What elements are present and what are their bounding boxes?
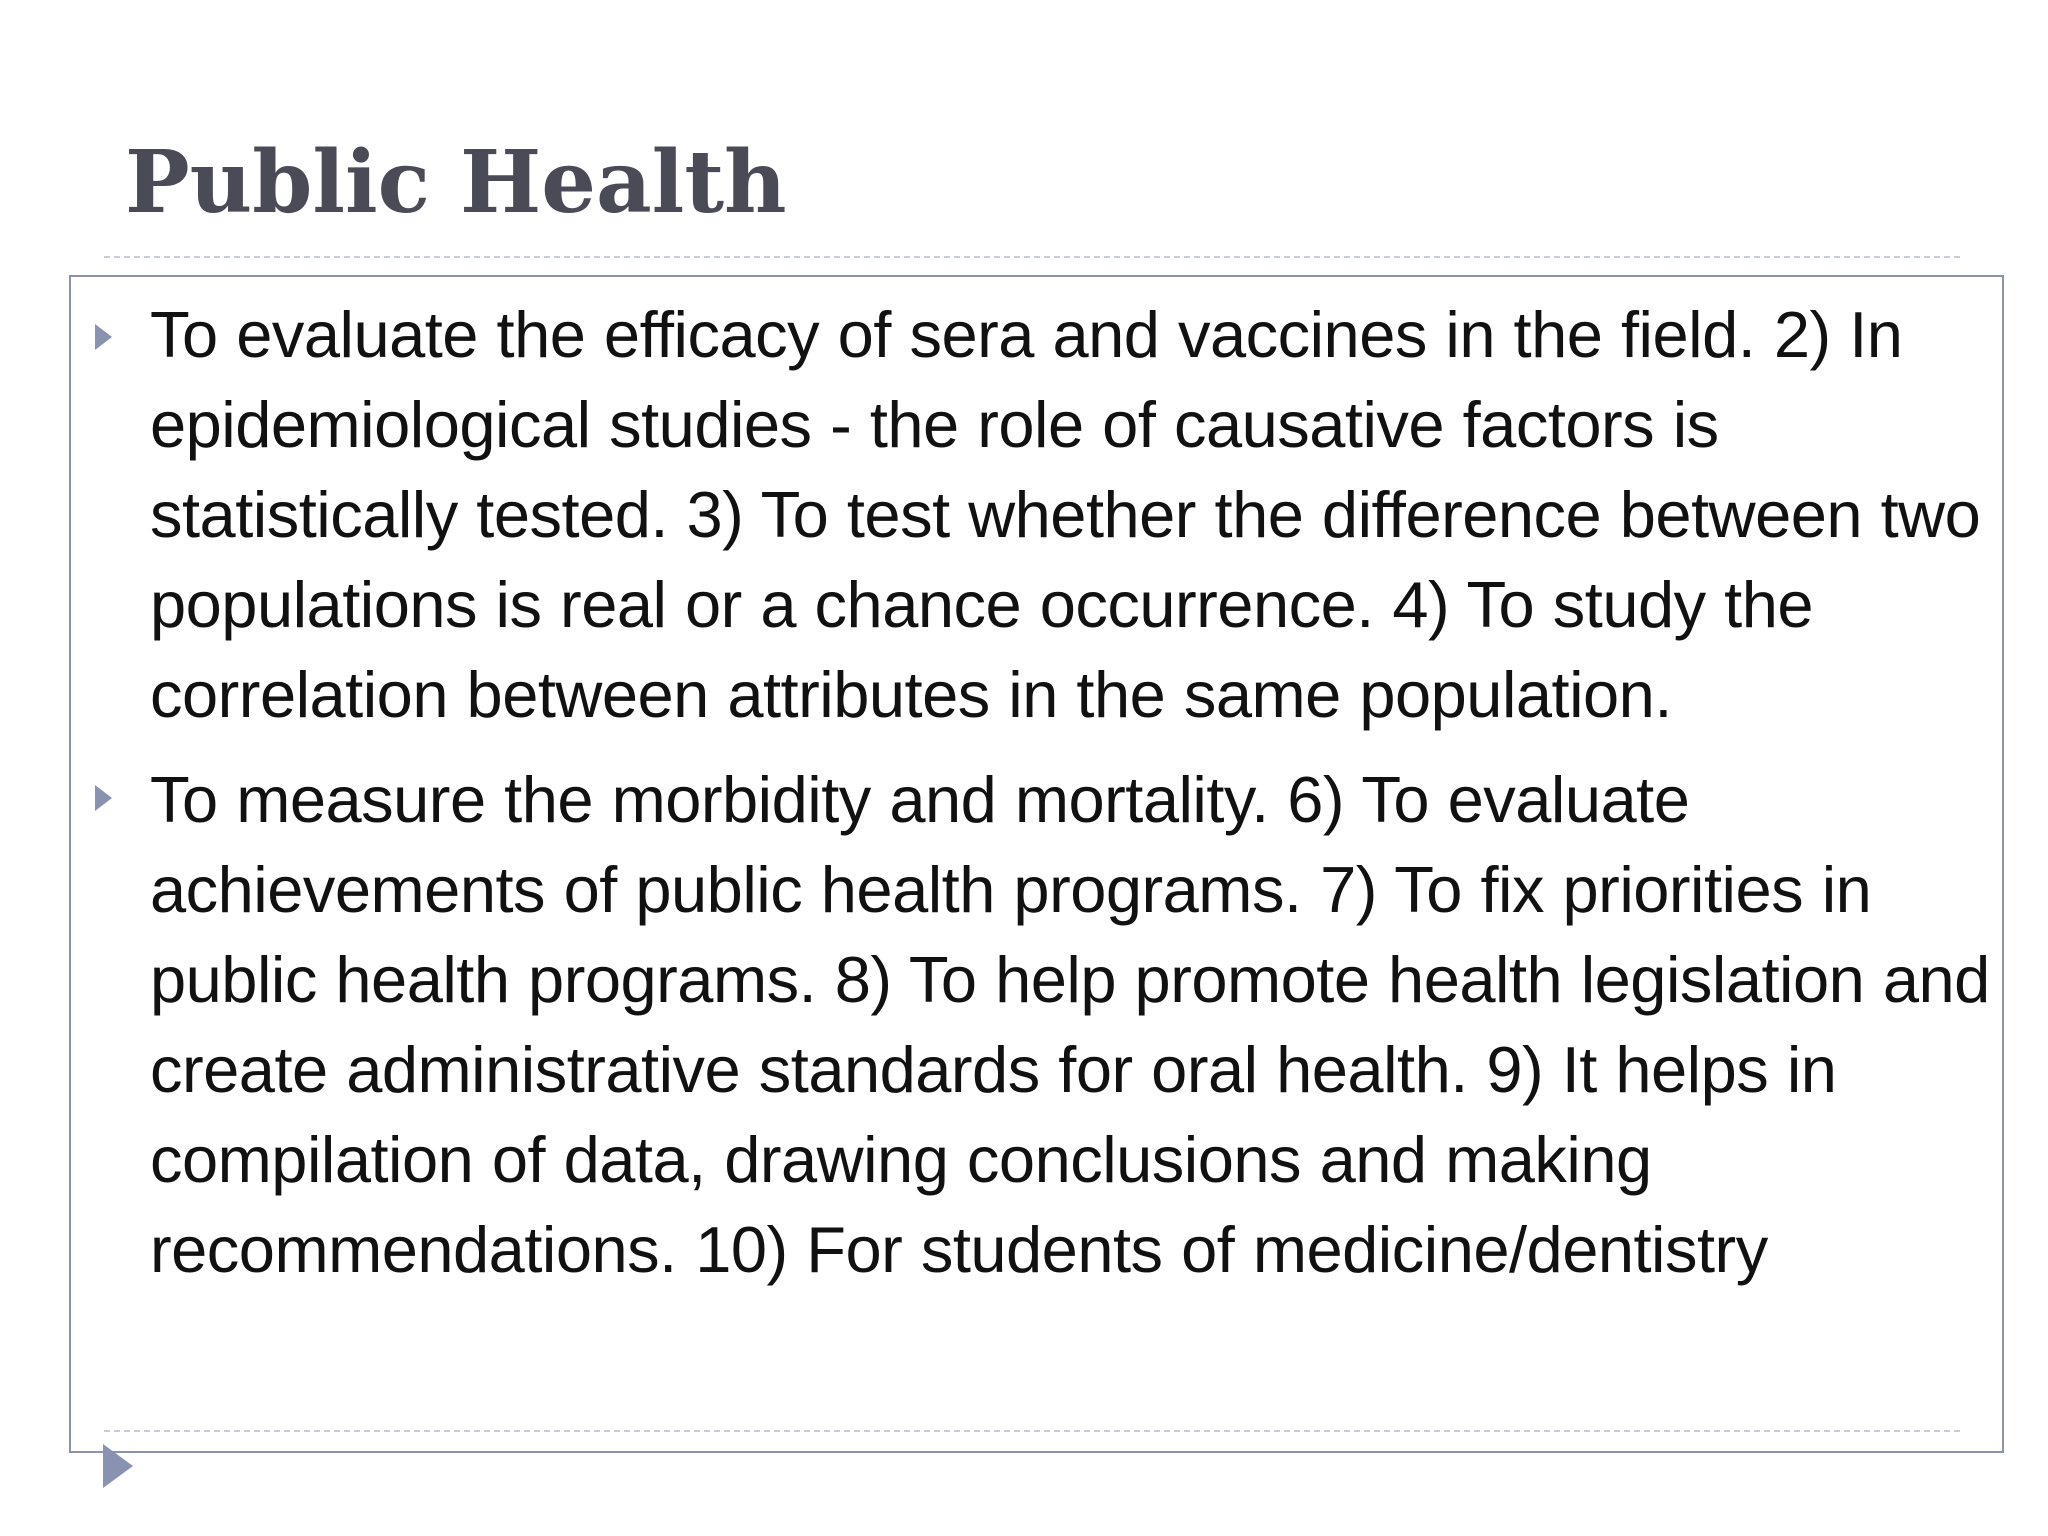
title-divider [104,256,1960,258]
bullet-text: To evaluate the efficacy of sera and vaccines in the field. 2) In epidemiological studies - the role of causative factors is statistically tested. 3) To test whether the difference between two populations is real or a chance occurrence. 4) To study the correlation between attributes in the same population. [150,298,1981,731]
slide-title: Public Health [125,132,787,233]
footer-divider [104,1430,1960,1432]
bullet-marker-icon [95,324,112,350]
bullet-text: To measure the morbidity and mortality. 6) To evaluate achievements of public health programs. 7) To fix priorities in public health programs. 8) To help promote health legislation and create administrative standards for oral health. 9) It helps in compilation of data, drawing conclusions and making recommendations. 10) For students of medicine/dentistry [150,763,1990,1286]
bullet-marker-icon [95,785,112,811]
corner-triangle-icon [103,1444,133,1488]
